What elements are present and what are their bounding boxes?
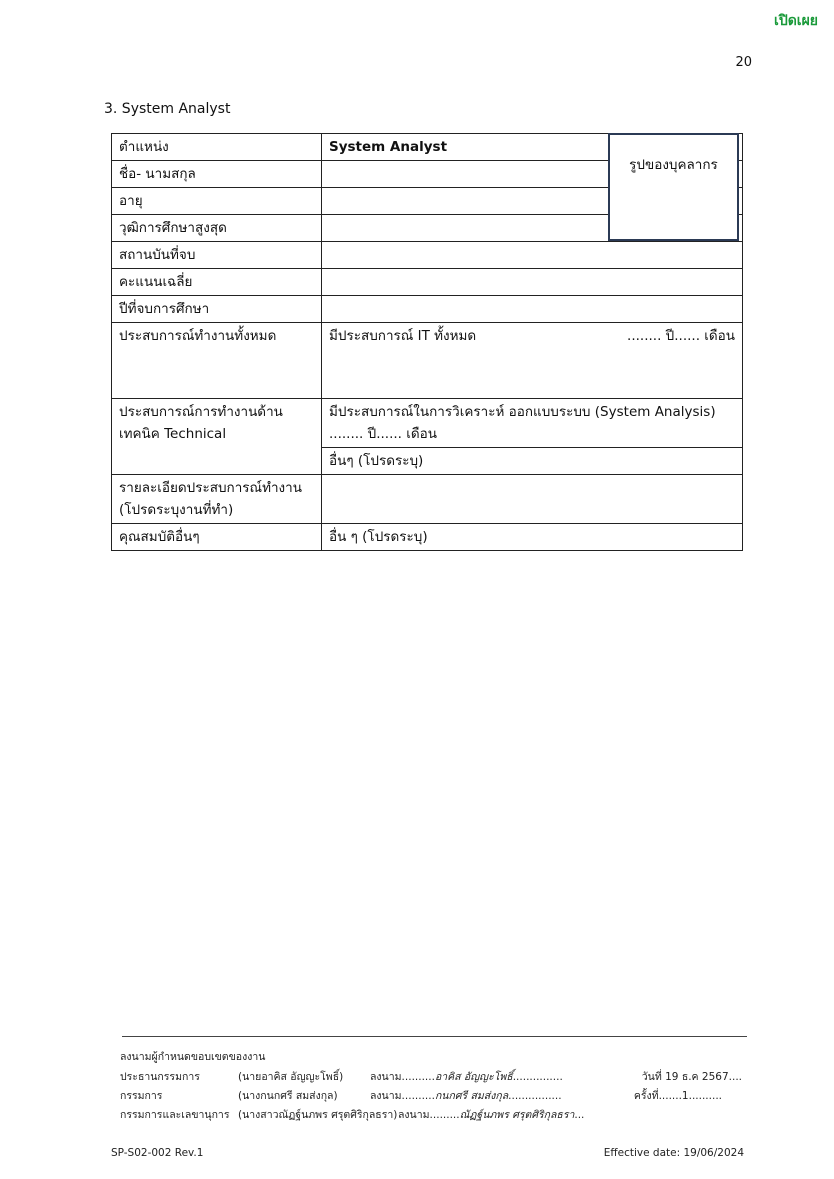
position-value: System Analyst	[322, 134, 743, 161]
sign-name: กนกศรี สมส่งกุล	[434, 1090, 509, 1102]
institution-label: สถานบันที่จบ	[112, 242, 322, 269]
grad-year-label: ปีที่จบการศึกษา	[112, 296, 322, 323]
age-label: อายุ	[112, 188, 322, 215]
disclosure-label: เปิดเผย	[774, 13, 818, 29]
other-qual-label: คุณสมบัติอื่นๆ	[112, 524, 322, 551]
work-detail-field[interactable]	[322, 475, 743, 524]
signer-name: (นางสาวณัฏฐ์นภพร ศรุตศิริกุลธรา)	[238, 1109, 398, 1121]
tech-exp-other[interactable]: อื่นๆ (โปรดระบุ)	[322, 448, 743, 475]
signer-name: (นางกนกศรี สมส่งกุล)	[238, 1090, 338, 1102]
work-detail-label-line1: รายละเอียดประสบการณ์ทำงาน	[119, 480, 302, 496]
total-exp-text: มีประสบการณ์ IT ทั้งหมด	[329, 328, 477, 344]
signer-role: กรรมการ	[120, 1090, 163, 1102]
name-label: ชื่อ- นามสกุล	[112, 161, 322, 188]
signer-role: กรรมการและเลขานุการ	[120, 1109, 230, 1121]
sign-suffix: ................	[508, 1090, 562, 1102]
signature	[398, 1106, 584, 1125]
signature	[370, 1087, 562, 1106]
gpa-field[interactable]	[322, 269, 743, 296]
tech-exp-text-line2: ........ ปี...... เดือน	[329, 426, 437, 442]
sign-prefix: ลงนาม..........	[370, 1071, 435, 1083]
photo-placeholder	[608, 133, 739, 241]
tech-exp-label-line1: ประสบการณ์การทำงานด้าน	[119, 404, 283, 420]
grad-year-field[interactable]	[322, 296, 743, 323]
signed-date: วันที่ 19 ธ.ค 2567....	[641, 1071, 742, 1083]
total-exp-label: ประสบการณ์ทำงานทั้งหมด	[112, 323, 322, 399]
table-row	[112, 399, 743, 448]
signature-row-chair	[120, 1068, 747, 1087]
other-qual-field[interactable]: อื่น ๆ (โปรดระบุ)	[322, 524, 743, 551]
work-detail-label-line2: (โปรดระบุงานที่ทำ)	[119, 502, 234, 518]
education-label: วุฒิการศึกษาสูงสุด	[112, 215, 322, 242]
total-exp-field[interactable]	[322, 323, 743, 399]
footer-divider	[122, 1036, 747, 1037]
sign-prefix: ลงนาม..........	[370, 1090, 435, 1102]
signature-row-secretary	[120, 1106, 747, 1125]
table-row	[112, 323, 743, 399]
tech-exp-field[interactable]	[322, 399, 743, 448]
document-code: SP-S02-002 Rev.1	[111, 1147, 204, 1159]
tech-exp-label-line2: เทคนิค Technical	[119, 426, 227, 442]
table-row	[112, 242, 743, 269]
signer-role: ประธานกรรมการ	[120, 1071, 200, 1083]
photo-label: รูปของบุคลากร	[629, 157, 718, 173]
page-number: 20	[735, 55, 752, 70]
signature-row-member	[120, 1087, 747, 1106]
sign-suffix: ...............	[512, 1071, 563, 1083]
table-row	[112, 296, 743, 323]
effective-date: Effective date: 19/06/2024	[603, 1147, 744, 1159]
table-row	[112, 269, 743, 296]
sign-suffix: ...	[574, 1109, 585, 1121]
footer-heading: ลงนามผู้กำหนดขอบเขตของงาน	[120, 1051, 266, 1063]
revision-count: ครั้งที่.......1..........	[633, 1090, 722, 1102]
tech-exp-text-line1: มีประสบการณ์ในการวิเคราะห์ ออกแบบระบบ (System Analysis)	[329, 404, 716, 420]
table-row	[112, 475, 743, 524]
table-row	[112, 524, 743, 551]
section-title: 3. System Analyst	[104, 101, 231, 117]
signature-block	[120, 1068, 747, 1125]
signer-name: (นายอาคิส อัญญะโพธิ์)	[238, 1071, 344, 1083]
tech-exp-label	[112, 399, 322, 475]
total-exp-duration: ........ ปี...... เดือน	[627, 328, 735, 344]
sign-name: อาคิส อัญญะโพธิ์	[434, 1071, 513, 1083]
institution-field[interactable]	[322, 242, 743, 269]
position-label: ตำแหน่ง	[112, 134, 322, 161]
sign-prefix: ลงนาม.........	[398, 1109, 460, 1121]
work-detail-label	[112, 475, 322, 524]
sign-name: ณัฏฐ์นภพร ศรุตศิริกุลธรา	[459, 1109, 575, 1121]
gpa-label: คะแนนเฉลี่ย	[112, 269, 322, 296]
signature	[370, 1068, 563, 1087]
